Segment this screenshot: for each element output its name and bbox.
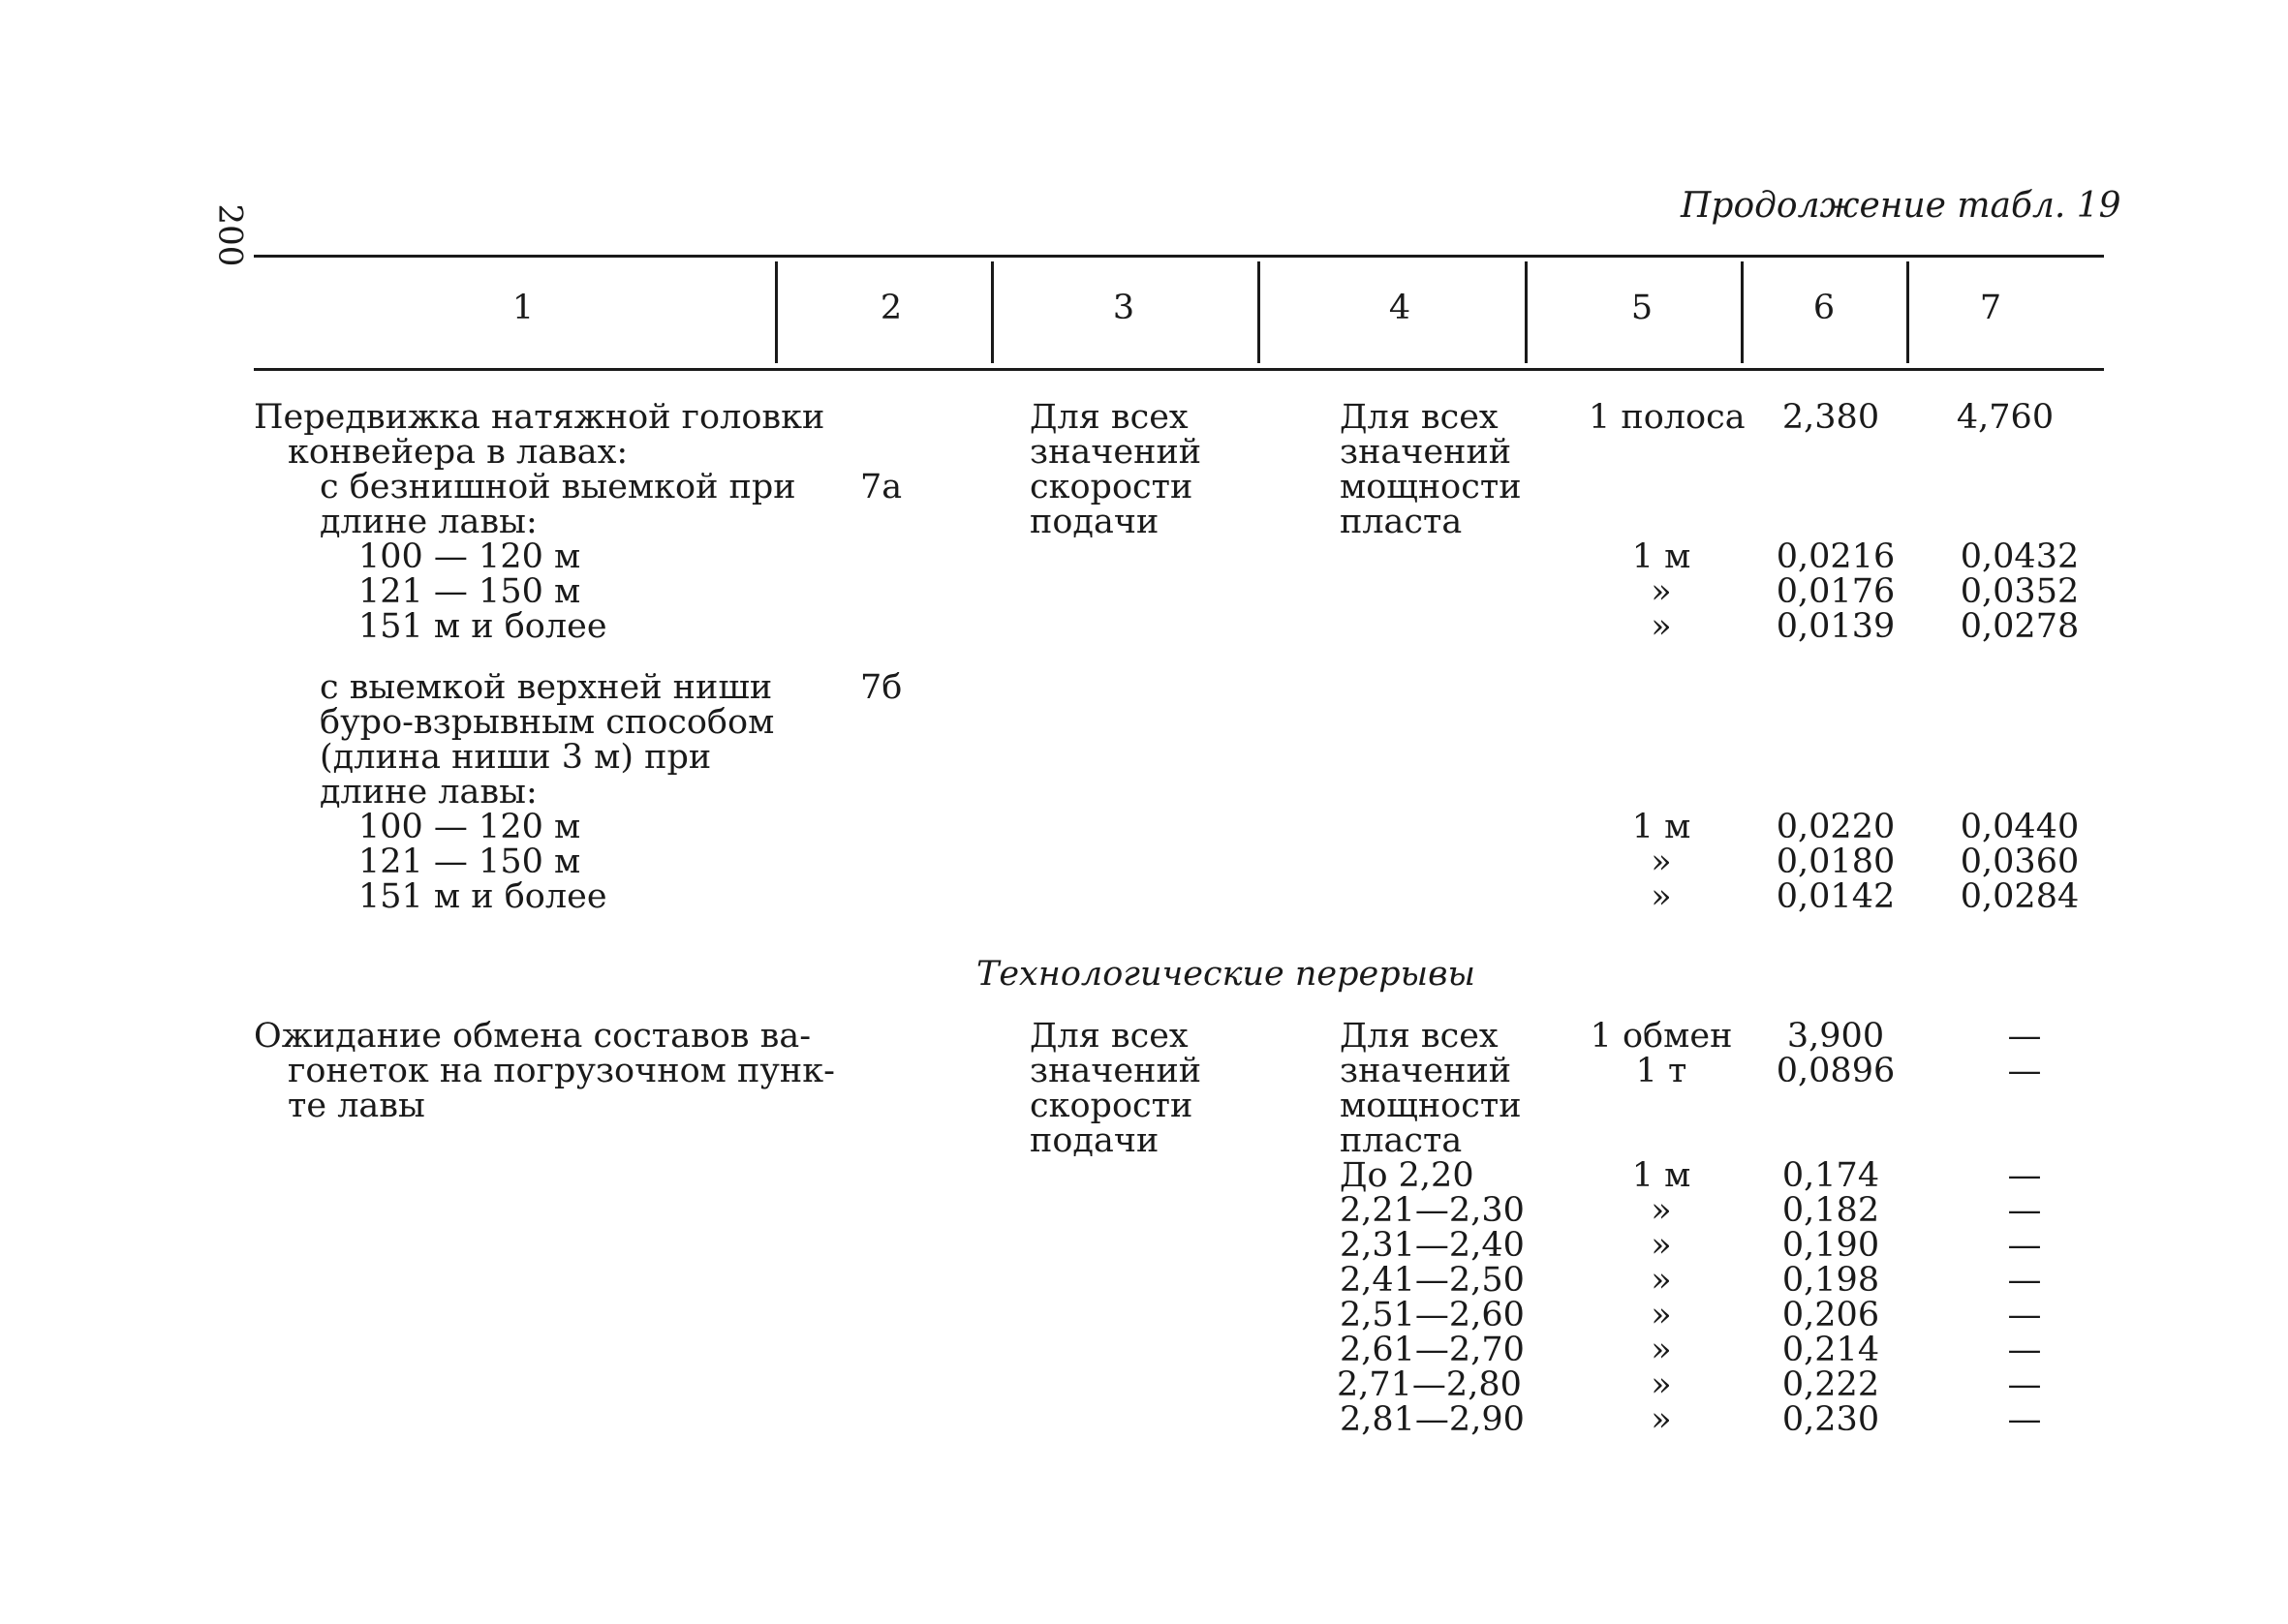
block1-row-v7: 0,0432 bbox=[1960, 537, 2080, 576]
header-separator bbox=[775, 261, 778, 363]
block3-row-v7: — bbox=[2007, 1400, 2042, 1439]
block1-row-unit: » bbox=[1651, 572, 1672, 611]
block1-code: 7а bbox=[860, 468, 903, 506]
block3-row-unit: » bbox=[1651, 1331, 1672, 1369]
header-col-7: 7 bbox=[1979, 289, 2002, 327]
block3-row-unit: » bbox=[1651, 1296, 1672, 1334]
table-header-bottom-rule bbox=[254, 368, 2104, 371]
block3-row-v6: 0,206 bbox=[1781, 1296, 1880, 1334]
block3-row-v7: — bbox=[2007, 1365, 2042, 1404]
header-separator bbox=[1741, 261, 1744, 363]
block3-row-v6: 0,198 bbox=[1781, 1261, 1880, 1300]
block3-row-v6: 0,222 bbox=[1781, 1365, 1880, 1404]
block1-row-v7: 0,0352 bbox=[1960, 572, 2080, 611]
block1-col3-line: скорости bbox=[1030, 468, 1193, 506]
block2-row-v7: 0,0440 bbox=[1960, 808, 2080, 846]
block3-row-unit: » bbox=[1651, 1400, 1672, 1439]
block2-name-line: с выемкой верхней ниши bbox=[320, 668, 773, 707]
header-col-1: 1 bbox=[511, 289, 535, 327]
block1-row-label: 151 м и более bbox=[358, 607, 607, 646]
block2-name-line: буро-взрывным способом bbox=[320, 703, 775, 742]
block3-row-v7: — bbox=[2007, 1331, 2042, 1369]
block3-row-v7: — bbox=[2007, 1296, 2042, 1334]
block1-name-line: с безнишной выемкой при bbox=[320, 468, 796, 506]
block3-first-unit: 1 т bbox=[1635, 1052, 1687, 1090]
block3-row-v6: 0,230 bbox=[1781, 1400, 1880, 1439]
block3-first-v6: 3,900 bbox=[1786, 1017, 1885, 1056]
block3-row-v6: 0,174 bbox=[1781, 1156, 1880, 1195]
block3-row-unit: » bbox=[1651, 1365, 1672, 1404]
block3-row-v6: 0,190 bbox=[1781, 1226, 1880, 1265]
block1-row-v7: 0,0278 bbox=[1960, 607, 2080, 646]
block3-row-unit: » bbox=[1651, 1191, 1672, 1230]
block3-row-range: До 2,20 bbox=[1340, 1156, 1474, 1195]
block3-row-unit: » bbox=[1651, 1226, 1672, 1265]
block3-col4-line: пласта bbox=[1340, 1121, 1463, 1160]
header-col-2: 2 bbox=[880, 289, 903, 327]
block3-row-range: 2,51—2,60 bbox=[1340, 1296, 1525, 1334]
block1-name-line: длине лавы: bbox=[320, 503, 538, 541]
table-caption: Продолжение табл. 19 bbox=[1681, 186, 2121, 226]
block1-col3-line: подачи bbox=[1030, 503, 1159, 541]
block1-row-v6: 0,0176 bbox=[1776, 572, 1896, 611]
table-top-rule bbox=[254, 255, 2104, 258]
block1-name-line: конвейера в лавах: bbox=[288, 433, 629, 472]
header-separator bbox=[1906, 261, 1909, 363]
block2-row-label: 151 м и более bbox=[358, 877, 607, 916]
block2-row-unit: » bbox=[1651, 877, 1672, 916]
block1-col3-line: значений bbox=[1030, 433, 1202, 472]
block3-row-v7: — bbox=[2007, 1226, 2042, 1265]
header-col-5: 5 bbox=[1630, 289, 1654, 327]
block1-row-v6: 0,0139 bbox=[1776, 607, 1896, 646]
block1-row-label: 100 — 120 м bbox=[358, 537, 581, 576]
block3-row-range: 2,41—2,50 bbox=[1340, 1261, 1525, 1300]
section-title: Технологические перерывы bbox=[976, 955, 1476, 994]
block3-name-line: гонеток на погрузочном пунк- bbox=[288, 1052, 835, 1090]
block3-row-range: 2,21—2,30 bbox=[1340, 1191, 1525, 1230]
block3-row-unit: » bbox=[1651, 1261, 1672, 1300]
block2-row-unit: » bbox=[1651, 843, 1672, 881]
header-col-6: 6 bbox=[1812, 289, 1836, 327]
block3-name-line: те лавы bbox=[288, 1087, 425, 1125]
block2-row-v7: 0,0284 bbox=[1960, 877, 2080, 916]
header-col-3: 3 bbox=[1112, 289, 1135, 327]
page-number: 200 bbox=[210, 203, 250, 267]
block3-col4-line: Для всех bbox=[1340, 1017, 1499, 1056]
header-separator bbox=[1525, 261, 1528, 363]
block1-col4-line: Для всех bbox=[1340, 398, 1499, 437]
block3-first-v6: 0,0896 bbox=[1776, 1052, 1896, 1090]
block3-row-range: 2,71—2,80 bbox=[1337, 1365, 1522, 1404]
block1-name-line: Передвижка натяжной головки bbox=[254, 398, 825, 437]
block3-col3-line: подачи bbox=[1030, 1121, 1159, 1160]
block1-row-unit: 1 м bbox=[1631, 537, 1691, 576]
block3-row-v7: — bbox=[2007, 1191, 2042, 1230]
header-separator bbox=[1257, 261, 1260, 363]
block3-name-line: Ожидание обмена составов ва- bbox=[254, 1017, 812, 1056]
block2-row-v6: 0,0220 bbox=[1776, 808, 1896, 846]
block1-first-v6: 2,380 bbox=[1781, 398, 1880, 437]
block2-row-v6: 0,0180 bbox=[1776, 843, 1896, 881]
block2-code: 7б bbox=[860, 668, 903, 707]
block3-row-unit: 1 м bbox=[1631, 1156, 1691, 1195]
block3-row-v7: — bbox=[2007, 1156, 2042, 1195]
block3-col3-line: скорости bbox=[1030, 1087, 1193, 1125]
block3-row-range: 2,61—2,70 bbox=[1340, 1331, 1525, 1369]
block1-row-label: 121 — 150 м bbox=[358, 572, 581, 611]
block1-col4-line: мощности bbox=[1340, 468, 1522, 506]
block2-row-unit: 1 м bbox=[1631, 808, 1691, 846]
block3-first-unit: 1 обмен bbox=[1590, 1017, 1733, 1056]
header-col-4: 4 bbox=[1388, 289, 1411, 327]
block1-first-v7: 4,760 bbox=[1956, 398, 2055, 437]
block2-row-v7: 0,0360 bbox=[1960, 843, 2080, 881]
block1-col3-line: Для всех bbox=[1030, 398, 1189, 437]
block2-name-line: (длина ниши 3 м) при bbox=[320, 738, 712, 777]
block1-row-v6: 0,0216 bbox=[1776, 537, 1896, 576]
header-separator bbox=[991, 261, 994, 363]
block2-row-v6: 0,0142 bbox=[1776, 877, 1896, 916]
block1-col4-line: значений bbox=[1340, 433, 1512, 472]
block3-row-v6: 0,182 bbox=[1781, 1191, 1880, 1230]
block1-col4-line: пласта bbox=[1340, 503, 1463, 541]
block3-col4-line: значений bbox=[1340, 1052, 1512, 1090]
block3-col4-line: мощности bbox=[1340, 1087, 1522, 1125]
block3-row-range: 2,81—2,90 bbox=[1340, 1400, 1525, 1439]
block1-first-unit: 1 полоса bbox=[1589, 398, 1746, 437]
block3-row-v7: — bbox=[2007, 1261, 2042, 1300]
block3-row-range: 2,31—2,40 bbox=[1340, 1226, 1525, 1265]
block3-row-v6: 0,214 bbox=[1781, 1331, 1880, 1369]
block1-row-unit: » bbox=[1651, 607, 1672, 646]
block2-row-label: 100 — 120 м bbox=[358, 808, 581, 846]
block3-first-v7: — bbox=[2007, 1017, 2042, 1056]
block3-col3-line: Для всех bbox=[1030, 1017, 1189, 1056]
block3-first-v7: — bbox=[2007, 1052, 2042, 1090]
block2-name-line: длине лавы: bbox=[320, 773, 538, 812]
block2-row-label: 121 — 150 м bbox=[358, 843, 581, 881]
block3-col3-line: значений bbox=[1030, 1052, 1202, 1090]
